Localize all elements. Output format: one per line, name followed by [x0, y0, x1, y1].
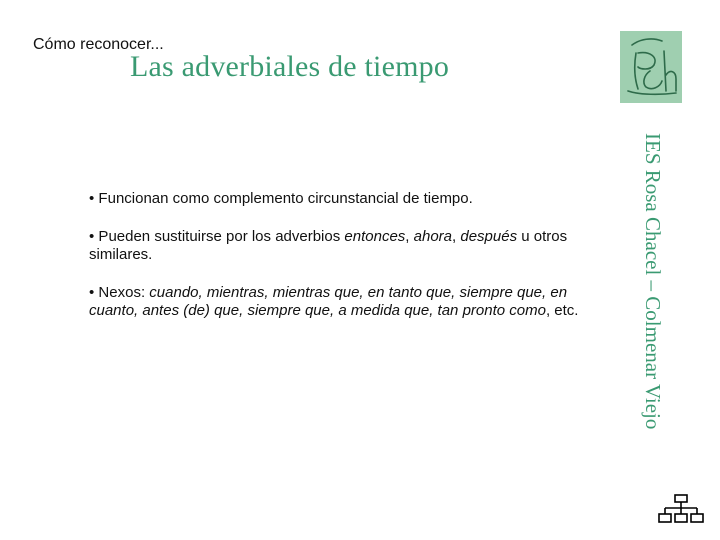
- separator: ,: [405, 228, 414, 245]
- school-logo: [620, 31, 682, 103]
- bullet-item: [89, 228, 609, 264]
- bullet-marker: •: [89, 228, 95, 245]
- slide-title: Las adverbiales de tiempo: [130, 50, 450, 83]
- adverb-despues: después: [460, 228, 518, 245]
- bullet-marker: •: [89, 190, 95, 207]
- bullet-text: , etc.: [545, 302, 579, 319]
- bullet-text: Pueden sustituirse por los adverbios: [94, 228, 345, 245]
- sitemap-icon[interactable]: [657, 494, 705, 524]
- bullet-text: Nexos:: [94, 284, 150, 301]
- nexos-list: cuando, mientras, mientras que, en tanto que, siempre que, en cuanto, antes (de) que, siempre que, a medida que, tan pronto como: [89, 284, 568, 319]
- bullet-marker: •: [89, 284, 95, 301]
- separator: ,: [452, 228, 461, 245]
- adverb-ahora: ahora: [413, 228, 453, 245]
- slide-body: [89, 190, 609, 340]
- school-side-label: IES Rosa Chacel – Colmenar Viejo: [641, 133, 665, 430]
- bullet-text: u otros similares.: [89, 228, 568, 263]
- adverb-entonces: entonces: [344, 228, 406, 245]
- section-kicker: Cómo reconocer...: [33, 36, 164, 53]
- bullet-item: [89, 190, 609, 208]
- bullet-item: [89, 284, 609, 320]
- bullet-text: Funcionan como complemento circunstancial de tiempo.: [94, 190, 473, 207]
